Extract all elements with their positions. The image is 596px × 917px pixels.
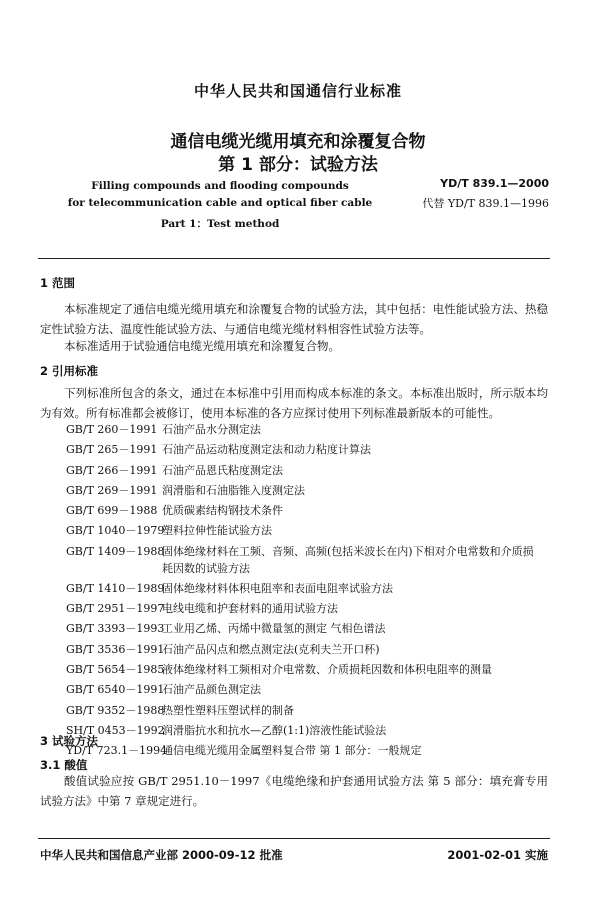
reference-name: 石油产品颜色测定法 xyxy=(162,683,261,697)
reference-code: GB/T 269－1991 xyxy=(66,483,158,497)
reference-code: GB/T 3393－1993 xyxy=(66,622,165,636)
reference-name: 固体绝缘材料体积电阻率和表面电阻率试验方法 xyxy=(162,581,393,595)
reference-item xyxy=(66,579,544,599)
reference-item xyxy=(66,440,544,460)
footer-divider xyxy=(38,838,550,839)
reference-item xyxy=(66,680,544,700)
reference-item xyxy=(66,640,544,660)
reference-code: GB/T 699－1988 xyxy=(66,504,158,518)
reference-name: 通信电缆光缆用金属塑料复合带 第 1 部分：一般规定 xyxy=(162,744,422,758)
reference-code: GB/T 3536－1991 xyxy=(66,642,165,656)
reference-item xyxy=(66,599,544,619)
reference-name: 石油产品恩氏粘度测定法 xyxy=(162,463,283,477)
reference-name: 热塑性塑料压塑试样的制备 xyxy=(162,703,294,717)
reference-name: 固体绝缘材料在工频、音频、高频(包括米波长在内)下相对介电常数和介质损耗因数的试验方法 xyxy=(162,544,534,575)
approval-line: 中华人民共和国信息产业部 2000-09-12 批准 xyxy=(40,848,283,862)
industry-standard-header: 中华人民共和国通信行业标准 xyxy=(193,82,402,100)
reference-name: 润滑脂抗水和抗水—乙醇(1:1)溶液性能试验法 xyxy=(162,723,387,737)
reference-name: 电线电缆和护套材料的通用试验方法 xyxy=(162,602,338,616)
reference-item xyxy=(66,461,544,481)
document-subtitle: 第 1 部分：试验方法 xyxy=(218,155,378,175)
english-title-line-1: Filling compounds and flooding compounds xyxy=(91,180,349,192)
reference-code: GB/T 6540－1991 xyxy=(66,683,165,697)
reference-name: 工业用乙烯、丙烯中微量氢的测定 气相色谱法 xyxy=(162,622,386,636)
section-3-title: 3 试验方法 xyxy=(40,734,99,748)
reference-item xyxy=(66,701,544,721)
section-2-paragraph-1: 下列标准所包含的条文，通过在本标准中引用而构成本标准的条文。本标准出版时，所示版本均为有效。所有标准都会被修订，使用本标准的各方应探讨使用下列标准最新版本的可能性。 xyxy=(40,386,548,420)
reference-code: GB/T 5654－1985 xyxy=(66,662,165,676)
reference-code: GB/T 1040－1979 xyxy=(66,524,165,538)
reference-item xyxy=(66,481,544,501)
reference-code: GB/T 266－1991 xyxy=(66,463,158,477)
reference-item xyxy=(66,420,544,440)
document-title: 通信电缆光缆用填充和涂覆复合物 xyxy=(170,132,426,152)
section-3-1-title: 3.1 酸值 xyxy=(40,758,88,772)
reference-item xyxy=(66,741,544,761)
reference-name: 优质碳素结构钢技术条件 xyxy=(162,504,283,518)
reference-name: 液体绝缘材料工频相对介电常数、介质损耗因数和体积电阻率的测量 xyxy=(162,662,492,676)
reference-code: GB/T 1410－1989 xyxy=(66,581,165,595)
reference-name: 石油产品闪点和燃点测定法(克利夫兰开口杯) xyxy=(162,642,380,656)
reference-item xyxy=(66,660,544,680)
header-divider xyxy=(38,258,550,259)
section-1-title: 1 范围 xyxy=(40,276,76,290)
reference-name: 润滑脂和石油脂锥入度测定法 xyxy=(162,483,305,497)
english-title-line-3: Part 1：Test method xyxy=(160,218,280,230)
replaces-standard: 代替 YD/T 839.1—1996 xyxy=(422,197,549,210)
effective-date: 2001-02-01 实施 xyxy=(447,848,548,862)
reference-code: SH/T 0453－1992 xyxy=(66,723,165,737)
reference-item xyxy=(66,619,544,639)
section-1-paragraph-1: 本标准规定了通信电缆光缆用填充和涂覆复合物的试验方法，其中包括：电性能试验方法、热稳定性试验方法、温度性能试验方法、与通信电缆光缆材料相容性试验方法等。 xyxy=(40,302,548,336)
reference-code: GB/T 260－1991 xyxy=(66,423,158,436)
reference-name: 石油产品水分测定法 xyxy=(162,423,261,436)
reference-code: GB/T 9352－1988 xyxy=(66,703,165,717)
reference-item xyxy=(66,721,544,741)
reference-name: 塑料拉伸性能试验方法 xyxy=(162,524,272,538)
section-3-1-paragraph: 酸值试验应按 GB/T 2951.10－1997《电缆绝缘和护套通用试验方法 第 5 部分：填充膏专用试验方法》中第 7 章规定进行。 xyxy=(40,774,548,808)
reference-list xyxy=(66,420,544,761)
reference-item xyxy=(66,521,544,541)
reference-code: YD/T 723.1－1994 xyxy=(66,744,168,758)
reference-code: GB/T 2951－1997 xyxy=(66,602,165,616)
section-1-paragraph-2: 本标准适用于试验通信电缆光缆用填充和涂覆复合物。 xyxy=(64,339,340,353)
reference-code: GB/T 1409－1988 xyxy=(66,544,165,558)
reference-item xyxy=(66,542,544,579)
reference-item xyxy=(66,501,544,521)
standard-number: YD/T 839.1—2000 xyxy=(440,177,549,190)
section-2-title: 2 引用标准 xyxy=(40,364,99,378)
english-title-line-2: for telecommunication cable and optical fiber cable xyxy=(67,197,373,209)
reference-code: GB/T 265－1991 xyxy=(66,443,158,457)
reference-name: 石油产品运动粘度测定法和动力粘度计算法 xyxy=(162,443,371,457)
